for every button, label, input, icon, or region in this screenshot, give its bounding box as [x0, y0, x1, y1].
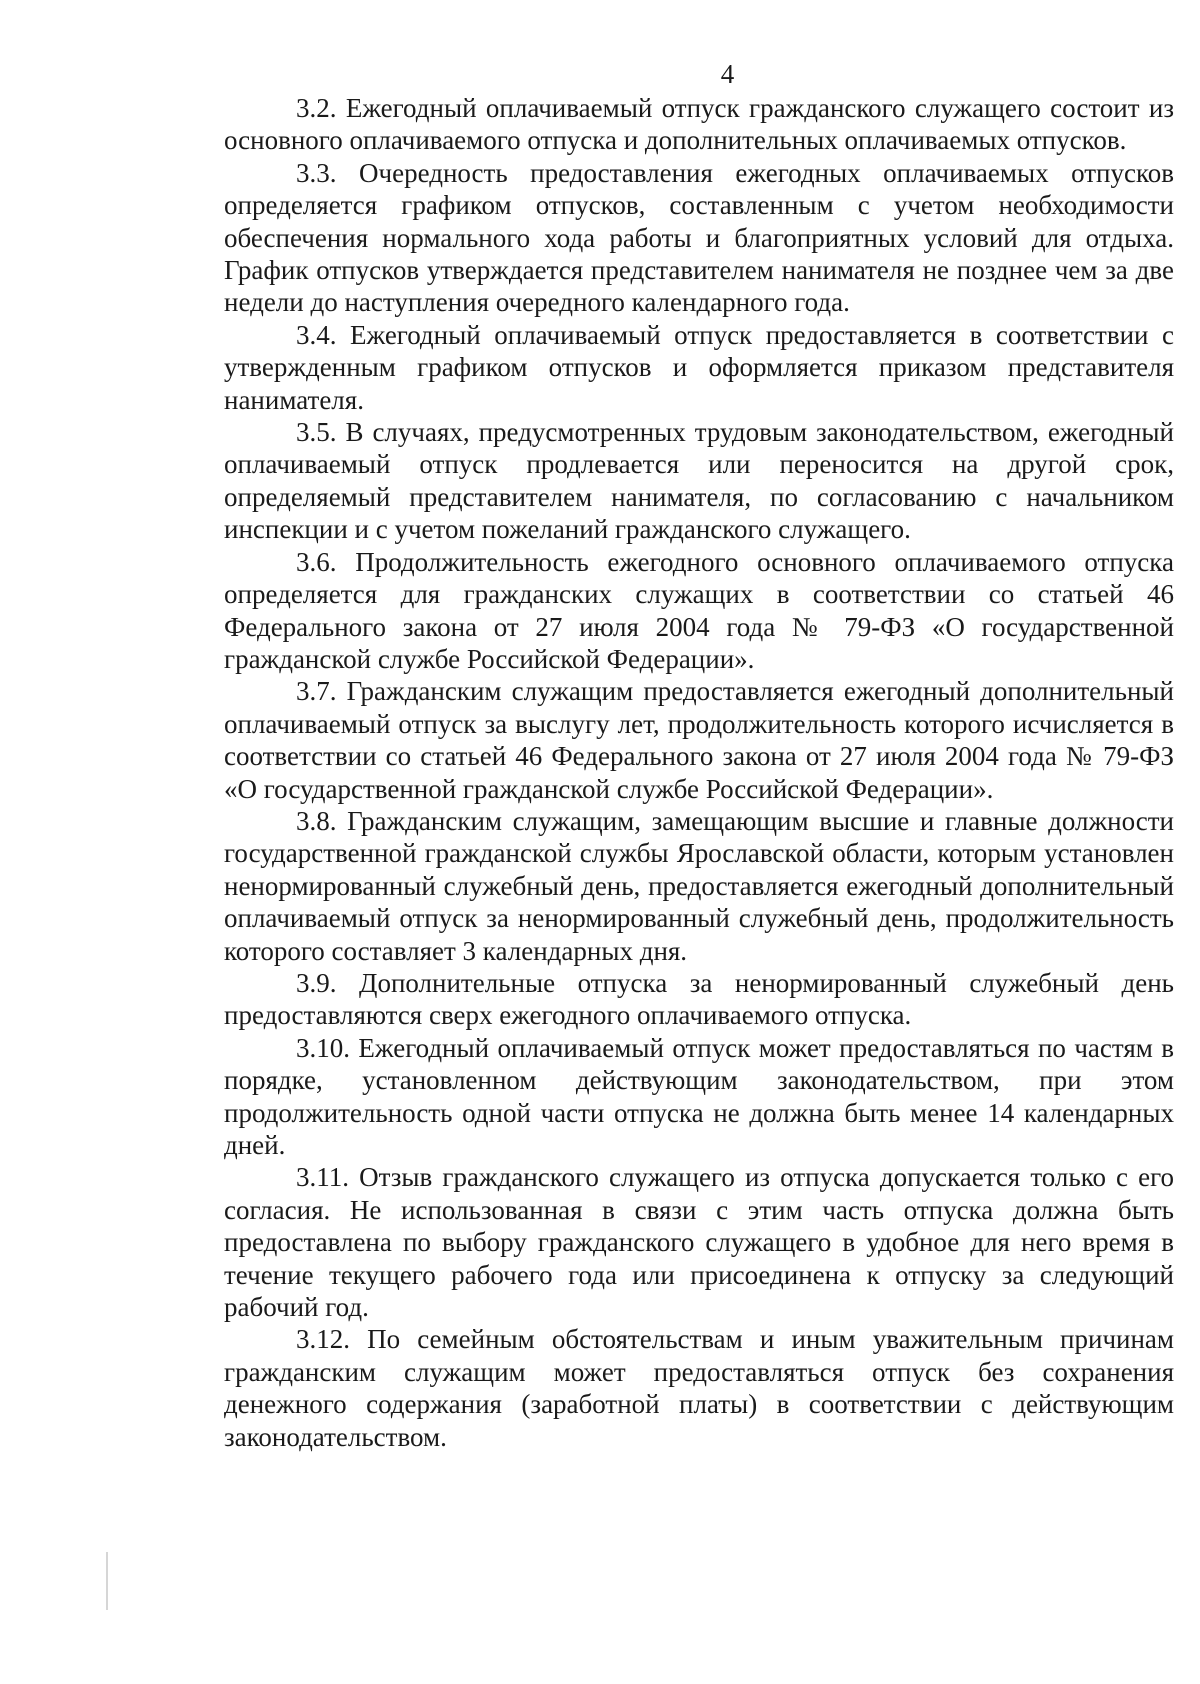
paragraph-3-12: 3.12. По семейным обстоятельствам и иным уважительным причинам гражданским служащим может предоставляться отпуск без сохранения денежного содержания (заработной платы) в соответствии с действующим законодательством.: [224, 1324, 1174, 1452]
paragraph-3-7: 3.7. Гражданским служащим предоставляется ежегодный дополнительный оплачиваемый отпуск за выслугу лет, продолжительность которого исчисляется в соответствии со статьей 46 Федерального закона от 27 июля 2004 года № 79-ФЗ «О государственной гражданской службе Российской Федерации».: [224, 676, 1174, 804]
document-body: [224, 92, 1174, 1453]
paragraph-3-9: 3.9. Дополнительные отпуска за ненормированный служебный день предоставляются сверх ежегодного оплачиваемого отпуска.: [224, 967, 1174, 1031]
paragraph-3-5: 3.5. В случаях, предусмотренных трудовым законодательством, ежегодный оплачиваемый отпуск продлевается или переносится на другой срок, определяемый представителем нанимателя, по согласованию с начальником инспекции и с учетом пожеланий гражданского служащего.: [224, 417, 1174, 545]
scan-edge-mark: [106, 1552, 108, 1610]
paragraph-3-2: 3.2. Ежегодный оплачиваемый отпуск гражданского служащего состоит из основного оплачиваемого отпуска и дополнительных оплачиваемых отпусков.: [224, 93, 1174, 156]
paragraph-3-6: 3.6. Продолжительность ежегодного основного оплачиваемого отпуска определяется для гражданских служащих в соответствии со статьей 46 Федерального закона от 27 июля 2004 года № 79-ФЗ «О государственной гражданской службе Российской Федерации».: [224, 546, 1174, 674]
paragraph-3-11: 3.11. Отзыв гражданского служащего из отпуска допускается только с его согласия. Не использованная в связи с этим часть отпуска должна быть предоставлена по выбору гражданского служащего в удобное для него время в течение текущего рабочего года или присоединена к отпуску за следующий рабочий год.: [224, 1162, 1174, 1323]
paragraph-3-8: 3.8. Гражданским служащим, замещающим высшие и главные должности государственной гражданской службы Ярославской области, которым установлен ненормированный служебный день, предоставляется ежегодный дополнительный оплачиваемый отпуск за ненормированный служебный день, продолжительность которого составляет 3 календарных дня.: [224, 805, 1174, 966]
page-number: 4: [720, 59, 735, 89]
paragraph-3-3: 3.3. Очередность предоставления ежегодных оплачиваемых отпусков определяется графиком отпусков, составленным с учетом необходимости обеспечения нормального хода работы и благоприятных условий для отдыха. График отпусков утверждается представителем нанимателя не позднее чем за две недели до наступления очередного календарного года.: [224, 157, 1174, 318]
paragraph-3-4: 3.4. Ежегодный оплачиваемый отпуск предоставляется в соответствии с утвержденным графиком отпусков и оформляется приказом представителя нанимателя.: [224, 319, 1174, 415]
paragraph-3-10: 3.10. Ежегодный оплачиваемый отпуск может предоставляться по частям в порядке, установленном действующим законодательством, при этом продолжительность одной части отпуска не должна быть менее 14 календарных дней.: [224, 1032, 1174, 1160]
